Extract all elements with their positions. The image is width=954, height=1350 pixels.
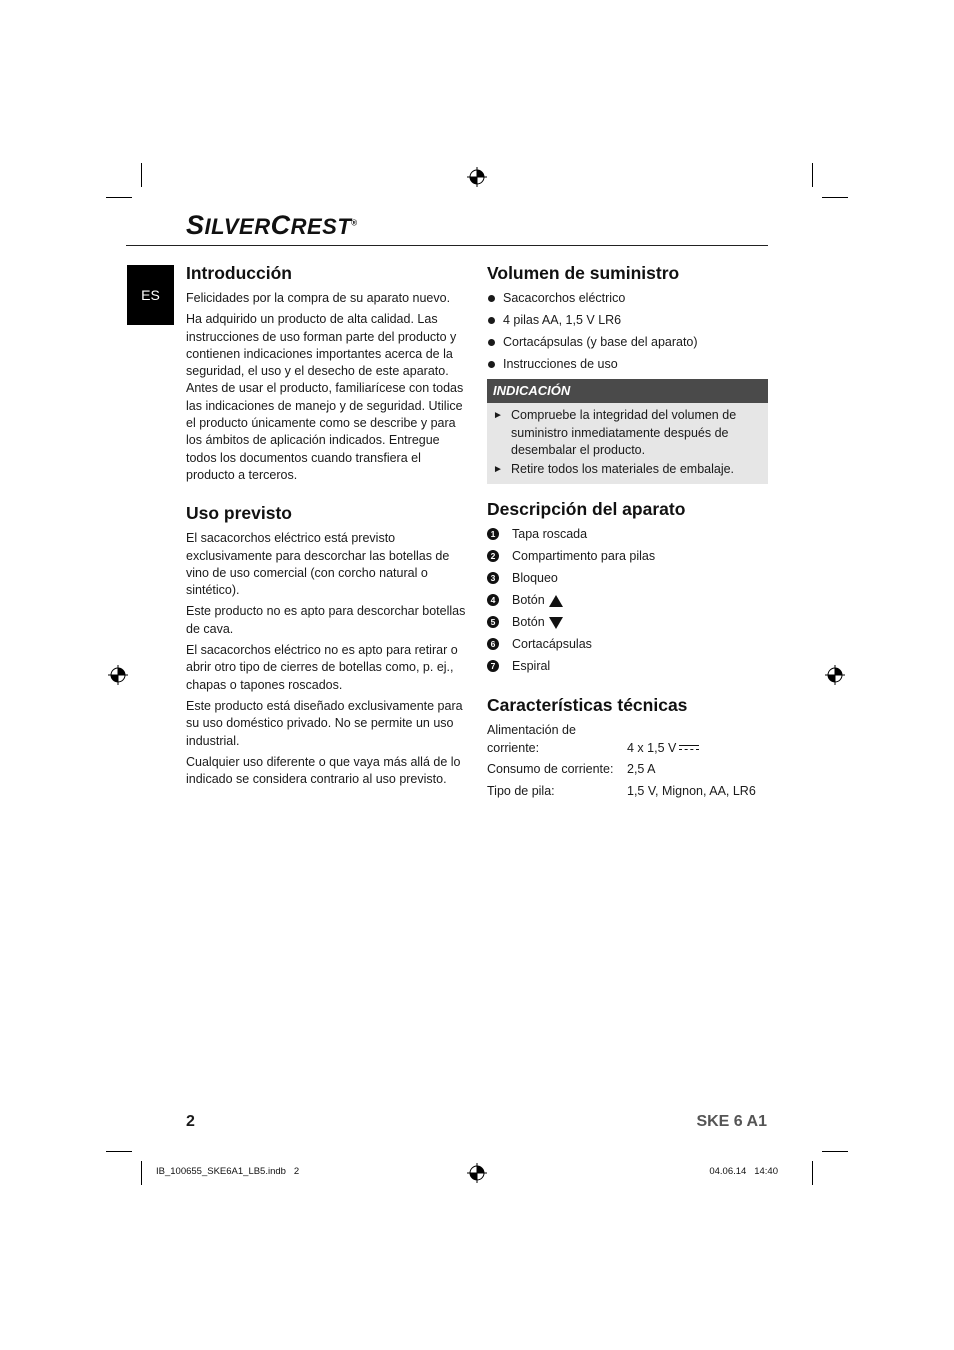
note-list <box>487 403 768 484</box>
part-label: Compartimento para pilas <box>512 549 656 564</box>
spec-value <box>627 722 768 761</box>
intended-use-paragraph: Este producto está diseñado exclusivamente para su uso doméstico privado. No se permite un uso industrial. <box>186 698 463 748</box>
header-rule <box>126 245 768 246</box>
brand-letter: S <box>186 210 205 240</box>
intro-paragraph: Felicidades por la compra de su aparato nuevo. <box>186 291 451 305</box>
registration-mark-icon <box>108 665 128 685</box>
model-number: SKE 6 A1 <box>696 1113 767 1130</box>
list-item <box>487 636 768 653</box>
number-badge: 4 <box>487 594 499 606</box>
page-number: 2 <box>186 1113 195 1130</box>
brand-text: ILVER <box>204 214 271 239</box>
spec-value: 1,5 V, Mignon, AA, LR6 <box>627 784 756 799</box>
intended-use-paragraph: El sacacorchos eléctrico no es apto para retirar o abrir otro tipo de cierres de botellas como, p. ej., chapas o tapones roscados. <box>186 643 458 692</box>
intended-use-paragraph: Cualquier uso diferente o que vaya más allá de lo indicado se considera contrario al uso previsto. <box>186 754 461 787</box>
number-badge: 7 <box>487 660 499 672</box>
number-badge: 5 <box>487 616 499 628</box>
spec-key: Alimentación de corriente: <box>487 723 576 755</box>
note-title: INDICACIÓN <box>487 379 768 403</box>
table-row <box>487 761 768 783</box>
crop-mark <box>106 1151 132 1152</box>
spec-key: Consumo de corriente: <box>487 762 614 777</box>
supply-list <box>487 290 768 373</box>
specs-table <box>487 722 768 805</box>
number-badge: 6 <box>487 638 499 650</box>
number-badge: 1 <box>487 528 499 540</box>
brand-logo <box>186 210 358 241</box>
list-item: Instrucciones de uso <box>487 356 768 373</box>
crop-mark <box>812 1161 813 1185</box>
part-label: Tapa roscada <box>512 527 588 542</box>
list-item <box>487 658 768 675</box>
slug-date: 04.06.14 14:40 <box>709 1166 778 1177</box>
section-heading-description: Descripción del aparato <box>487 499 686 520</box>
intended-use-paragraph: Este producto no es apto para descorchar botellas de cava. <box>186 604 466 636</box>
part-label: Cortacápsulas <box>512 637 592 652</box>
number-badge: 3 <box>487 572 499 584</box>
registration-mark-icon <box>467 1163 487 1183</box>
table-row <box>487 783 768 805</box>
section-heading-intro: Introducción <box>186 263 292 283</box>
list-item <box>487 592 768 609</box>
crop-mark <box>812 163 813 187</box>
intro-paragraph: Ha adquirido un producto de alta calidad. Las instrucciones de uso forman parte del producto y contienen indicaciones importantes acerca de la seguridad, el uso y el desecho de este aparato. Antes de usar el producto, familiarícese con todas las indicaciones de manejo y de seguridad. Utilice el producto únicamente como se describe y para los ámbitos de aplicación indicados. Entregue todos los documentos cuando transfiera el producto a terceros. <box>186 312 464 482</box>
arrow-up-icon <box>549 595 563 607</box>
list-item: Sacacorchos eléctrico <box>487 290 768 307</box>
crop-mark <box>822 197 848 198</box>
dc-symbol-icon <box>679 744 699 752</box>
registration-mark-icon <box>467 167 487 187</box>
list-item <box>487 614 768 631</box>
spec-value: 2,5 A <box>627 762 656 777</box>
registration-mark-icon <box>825 665 845 685</box>
note-item: ► Compruebe la integridad del volumen de suministro inmediatamente después de desembalar el producto. <box>493 407 762 459</box>
part-label: Botón <box>512 615 545 630</box>
part-label: Bloqueo <box>512 571 558 586</box>
arrow-down-icon <box>549 617 563 629</box>
right-column <box>487 262 768 805</box>
section-heading-specs: Características técnicas <box>487 695 688 716</box>
spec-value-text: 4 x 1,5 V <box>627 740 677 755</box>
part-label: Botón <box>512 593 545 608</box>
crop-mark <box>106 197 132 198</box>
crop-mark <box>141 163 142 187</box>
list-item <box>487 548 768 565</box>
table-row <box>487 722 768 761</box>
list-item: 4 pilas AA, 1,5 V LR6 <box>487 312 768 329</box>
crop-mark <box>822 1151 848 1152</box>
note-box <box>487 379 768 484</box>
slug-file: IB_100655_SKE6A1_LB5.indb 2 <box>156 1166 300 1177</box>
number-badge: 2 <box>487 550 499 562</box>
list-item <box>487 526 768 543</box>
brand-text: REST <box>290 214 352 239</box>
intended-use-paragraph: El sacacorchos eléctrico está previsto exclusivamente para descorchar las botellas de vino de uso comercial (con corcho natural o sintético). <box>186 531 450 598</box>
part-label: Espiral <box>512 659 551 674</box>
registered-mark: ® <box>351 218 358 228</box>
note-item: ► Retire todos los materiales de embalaje. <box>493 461 762 478</box>
section-heading-supply: Volumen de suministro <box>487 263 680 283</box>
left-column <box>186 262 470 792</box>
section-heading-intended-use: Uso previsto <box>186 503 292 524</box>
list-item: Cortacápsulas (y base del aparato) <box>487 334 768 351</box>
list-item <box>487 570 768 587</box>
parts-list <box>487 526 768 675</box>
spec-key: Tipo de pila: <box>487 784 555 799</box>
language-tab: ES <box>127 265 174 325</box>
crop-mark <box>141 1161 142 1185</box>
brand-letter: C <box>270 210 291 240</box>
